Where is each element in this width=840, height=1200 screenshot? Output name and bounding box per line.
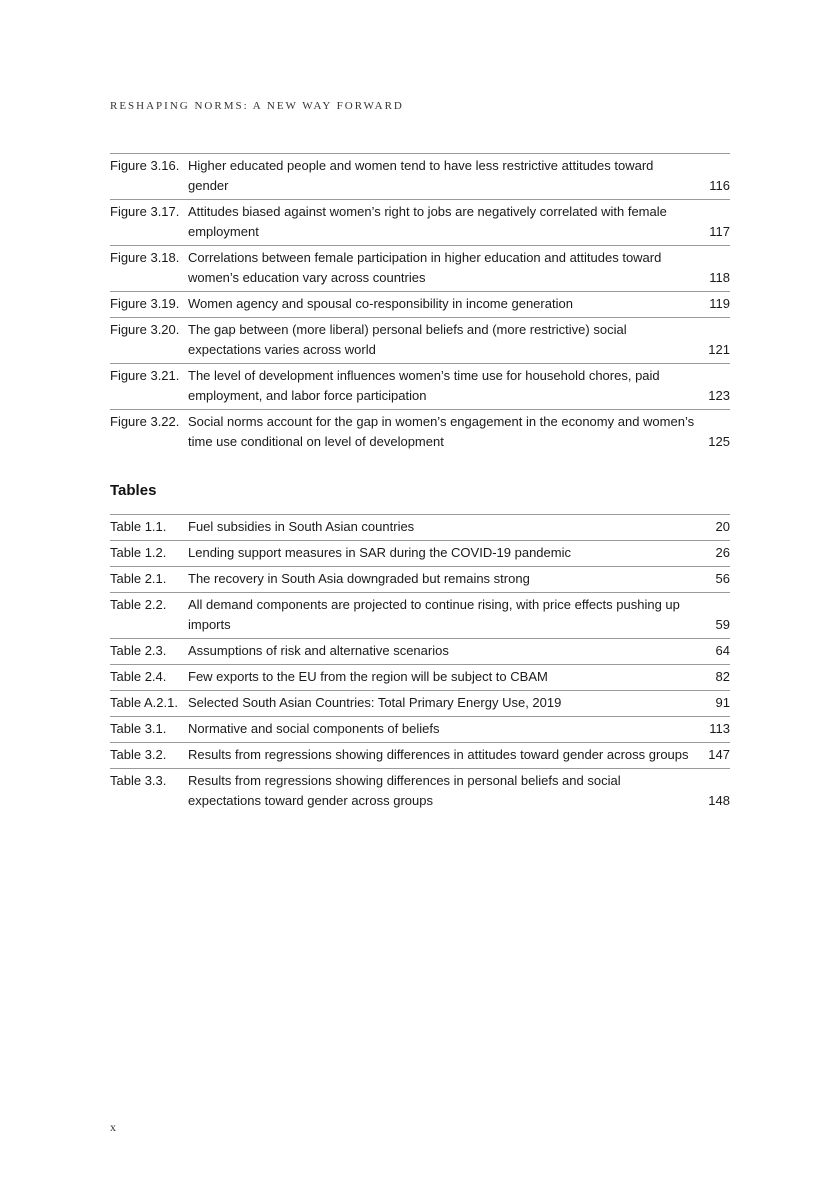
entry-number: Table 1.2.	[110, 545, 167, 560]
entry-number: Figure 3.17.	[110, 204, 180, 219]
entry-number: Figure 3.20.	[110, 322, 180, 337]
entry-title: The recovery in South Asia downgraded but remains strong	[188, 571, 530, 586]
entry-page-number: 91	[715, 695, 730, 710]
tables-heading: Tables	[110, 482, 157, 499]
entry-title: All demand components are projected to continue rising, with price effects pushing up imports	[188, 597, 680, 632]
entry-page-number: 82	[715, 669, 730, 684]
table-entry[interactable]	[110, 717, 730, 743]
table-entry[interactable]	[110, 691, 730, 717]
entry-title: Few exports to the EU from the region will be subject to CBAM	[188, 669, 548, 684]
entry-title: The gap between (more liberal) personal beliefs and (more restrictive) social expectations varies across world	[188, 322, 627, 357]
table-entry[interactable]	[110, 567, 730, 593]
entry-page-number: 123	[708, 388, 730, 403]
table-entry[interactable]	[110, 743, 730, 769]
entry-number: Figure 3.16.	[110, 158, 180, 173]
figure-entry[interactable]	[110, 292, 730, 318]
entry-title: Women agency and spousal co-responsibility in income generation	[188, 296, 573, 311]
entry-page-number: 117	[709, 224, 730, 239]
entry-title: Fuel subsidies in South Asian countries	[188, 519, 415, 534]
entry-title: Selected South Asian Countries: Total Primary Energy Use, 2019	[188, 695, 562, 710]
figure-entry[interactable]	[110, 200, 730, 246]
page-folio: x	[110, 1120, 116, 1134]
entry-page-number: 64	[715, 643, 730, 658]
figure-entry[interactable]	[110, 364, 730, 410]
entry-page-number: 113	[709, 721, 730, 736]
entry-number: Table 3.2.	[110, 747, 167, 762]
entry-title: Normative and social components of beliefs	[188, 721, 440, 736]
tables-list	[110, 514, 730, 814]
table-entry[interactable]	[110, 769, 730, 814]
entry-title: Correlations between female participation in higher education and attitudes toward women’s education vary across countries	[188, 250, 662, 285]
entry-number: Figure 3.22.	[110, 414, 180, 429]
entry-number: Figure 3.18.	[110, 250, 180, 265]
entry-title: Results from regressions showing differences in attitudes toward gender across groups	[188, 747, 689, 762]
entry-number: Figure 3.21.	[110, 368, 180, 383]
entry-page-number: 26	[715, 545, 730, 560]
figure-entry[interactable]	[110, 318, 730, 364]
entry-page-number: 59	[715, 617, 730, 632]
entry-title: Results from regressions showing differences in personal beliefs and social expectations toward gender across groups	[188, 773, 621, 808]
entry-title: Higher educated people and women tend to have less restrictive attitudes toward gender	[188, 158, 654, 193]
entry-number: Table 2.4.	[110, 669, 167, 684]
entry-number: Table A.2.1.	[110, 695, 178, 710]
table-entry[interactable]	[110, 639, 730, 665]
table-entry[interactable]	[110, 541, 730, 567]
table-entry[interactable]	[110, 593, 730, 639]
entry-page-number: 119	[709, 296, 730, 311]
entry-number: Figure 3.19.	[110, 296, 180, 311]
running-head: RESHAPING NORMS: A NEW WAY FORWARD	[110, 100, 404, 112]
entry-page-number: 121	[708, 342, 730, 357]
table-entry[interactable]	[110, 515, 730, 541]
entry-page-number: 116	[709, 178, 730, 193]
entry-page-number: 118	[709, 270, 730, 285]
entry-title: Assumptions of risk and alternative scenarios	[188, 643, 449, 658]
entry-page-number: 147	[708, 747, 730, 762]
figures-list	[110, 153, 730, 455]
figure-entry[interactable]	[110, 410, 730, 455]
entry-number: Table 2.3.	[110, 643, 167, 658]
entry-number: Table 2.2.	[110, 597, 167, 612]
entry-title: Lending support measures in SAR during the COVID-19 pandemic	[188, 545, 571, 560]
entry-page-number: 20	[715, 519, 730, 534]
entry-number: Table 2.1.	[110, 571, 167, 586]
entry-number: Table 1.1.	[110, 519, 167, 534]
entry-title: Attitudes biased against women’s right to jobs are negatively correlated with female employment	[188, 204, 667, 239]
entry-page-number: 125	[708, 434, 730, 449]
entry-title: The level of development influences women’s time use for household chores, paid employment, and labor force participation	[188, 368, 660, 403]
entry-number: Table 3.1.	[110, 721, 167, 736]
figure-entry[interactable]	[110, 246, 730, 292]
entry-title: Social norms account for the gap in women’s engagement in the economy and women’s time use conditional on level of development	[188, 414, 695, 449]
entry-number: Table 3.3.	[110, 773, 167, 788]
figure-entry[interactable]	[110, 154, 730, 200]
table-entry[interactable]	[110, 665, 730, 691]
entry-page-number: 148	[708, 793, 730, 808]
entry-page-number: 56	[715, 571, 730, 586]
